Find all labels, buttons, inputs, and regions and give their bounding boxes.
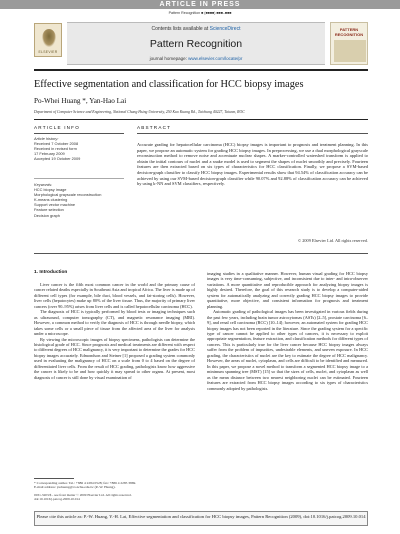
article-history	[34, 136, 124, 161]
journal-title: Pattern Recognition	[149, 38, 243, 50]
article-info-rule	[34, 133, 124, 134]
elsevier-tree-icon	[42, 29, 56, 47]
cover-title: PATTERN RECOGNITION	[334, 27, 364, 37]
corresponding-author-note: * Corresponding author. Tel.: +886 4 2284 0528; fax: +886 4 2285 3869.	[34, 481, 137, 485]
publisher-logo-text: ELSEVIER	[38, 50, 58, 54]
abstract-rule	[137, 133, 368, 134]
abstract-heading: ABSTRACT	[137, 125, 172, 130]
history-label: Article history:	[34, 136, 59, 141]
paragraph: By viewing the microscopic images of biopsy specimens, pathologists can determine the histological grade of HCC. Since prognosis and medical treatments are different with respect to different degrees of HCC malignancy, it is very important to determine the grades for HCC biopsy images accurately. Edmondson and Steiner [1] proposed a grading system commonly used in evaluating the malignancy of HCC on a scale from 0 to 4 based on the degree of differentiated liver cells. From the result of HCC grading, pathologists know how aggressive the cancer is likely to be and how quickly it may spread to other organs. At present, most diagnosis of cancer is still done by visual examination of	[34, 336, 195, 380]
keywords-label: Keywords:	[34, 182, 53, 187]
revised-label: Received in revised form	[34, 146, 77, 152]
body-column-right	[207, 271, 368, 391]
keyword-item: Decision graph	[34, 212, 60, 218]
footnote	[34, 481, 204, 490]
journal-masthead	[34, 22, 368, 65]
homepage-prefix: journal homepage:	[149, 56, 187, 61]
keyword-item: Support vector machine	[34, 202, 76, 208]
issn-line: 0031-3203/$ - see front matter © 2009 Elsevier Ltd. All rights reserved.	[34, 493, 132, 497]
keywords-rule	[34, 178, 124, 179]
article-authors: Po-Whei Huang *, Yan-Hao Lai	[34, 97, 127, 105]
author-email: E-mail address: pwhuang@cs.nchu.edu.tw (P.-W. Huang).	[34, 485, 116, 490]
paragraph: The diagnosis of HCC is typically performed by blood tests or imaging techniques such as ultrasound, computer tomography (CT), and magnetic resonance imaging (MRI). However, a common method to verify the diagnosis of HCC is through needle biopsy, which takes some cells or a small piece of tissue from the affected area of the liver for analysis under a microscope.	[34, 309, 195, 337]
abstract-copyright: © 2009 Elsevier Ltd. All rights reserved.	[297, 238, 368, 243]
keyword-item: Feature selection	[34, 207, 64, 213]
revised-date: 17 February 2009	[34, 151, 65, 157]
received-date: Received 7 October 2008	[34, 141, 79, 147]
article-info-heading: ARTICLE INFO	[34, 125, 80, 130]
elsevier-logo	[34, 23, 62, 57]
contents-line	[67, 26, 325, 32]
homepage-link[interactable]: www.elsevier.com/locate/pr	[188, 56, 243, 61]
contents-prefix: Contents lists available at	[151, 26, 209, 32]
homepage-line	[67, 56, 325, 61]
keyword-item: K-means clustering	[34, 197, 68, 203]
article-title: Effective segmentation and classification for HCC biopsy images	[34, 79, 304, 90]
journal-cover-thumbnail	[330, 22, 368, 65]
paragraph: Liver cancer is the fifth most common cancer in the world and the primary cause of cancer related deaths especially in Southeast Asia and tropical Africa. The liver is made up of different cell types (for example, bile duct, blood vessels, and fat-storing cells). However, liver cells (hepatocytes) make up 80% of the liver tissue. Thus, the majority of primary liver cancers (over 90–95%) arises from liver cells and is called hepatocellular carcinoma (HCC).	[34, 282, 195, 309]
paragraph: Automatic grading of pathological images has been investigated in various fields during the past few years, including brain tumor astrocytomas (ASTs) [2–5], prostate carcinoma [6–9], and renal cell carcinoma (RCC) [10–14]; however, an automated system for grading HCC biopsy images has not been reported in the literature. Since the grading system for a specific type of cancer cannot be applied to other types of cancers, it is necessary to exploit appropriate segmentation, feature extraction, and classification methods for different types of cancers. This is particularly true for the liver cancer because HCC biopsy images always suffer from the problem of impurities, undesirable elements, and uneven exposure. In HCC grading, the characteristics of nuclei are the key to estimate the degree of HCC malignancy. However, the areas of nuclei, cytoplasm, and cells are difficult to be identified and measured. In this paper, we propose a novel method to transform a segmented HCC biopsy image to a minimum spanning tree (MST) [15] so that the sizes of cells, nuclei, and cytoplasm as well as the mean distance between two nearest neighboring nuclei can be estimated. Fourteen features are extracted from HCC biopsy images according to six types of characteristics commonly adopted by pathologists.	[207, 309, 368, 391]
front-matter	[34, 493, 234, 502]
masthead-center	[67, 22, 325, 65]
abstract-text: Accurate grading for hepatocellular carcinoma (HCC) biopsy images is important to prognosis and treatment planning. In this paper, we propose an automatic system for grading HCC biopsy images. In preprocessing, we use a dual morphological grayscale reconstruction method to remove noise and accentuate nuclear shapes. A marker-controlled watershed transform is applied to obtain the initial contours of nuclei and a snake model is used to segment the shapes of nuclei smoothly and precisely. Fourteen features are then extracted based on six types of characteristics for HCC classification. Finally, we propose a SVM-based decision-graph classifier to classify HCC biopsy images. Experimental results show that 94.54% of classification accuracy can be achieved by using our SVM-based decision-graph classifier while 90.07% and 92.88% of classification accuracy can be achieved by using k-NN and SVM classifiers, respectively.	[137, 142, 368, 187]
header-rule	[34, 119, 368, 120]
keyword-item: HCC biopsy image	[34, 187, 67, 193]
keywords-block	[34, 182, 124, 218]
footnote-rule	[34, 478, 74, 479]
sciencedirect-link[interactable]: ScienceDirect	[209, 26, 241, 32]
accepted-date: Accepted 19 October 2009	[34, 156, 81, 162]
abstract-bottom-rule	[34, 253, 368, 254]
keyword-item: Morphological grayscale reconstruction	[34, 192, 102, 198]
doi-line: doi:10.1016/j.patcog.2009.10.014	[34, 497, 80, 502]
body-column-left	[34, 282, 195, 380]
author-affiliation: Department of Computer Science and Engineering, National Chung Hsing University, 250 Kuo Kuang Rd., Taichung 40227, Taiwan, ROC	[34, 110, 245, 114]
section-heading-introduction: 1. Introduction	[34, 270, 68, 275]
paragraph: imaging studies in a qualitative manner. However, human visual grading for HCC biopsy images is very time-consuming, subjective, and inconsistent due to inter- and intra-observer variations. A more quantitative and reproducible approach for analyzing biopsy images is highly desired. Therefore, the goal of this research study is to develop a computer-aided system for automatically analyzing and correctly grading HCC biopsy images to provide quantitative, more objective, and consistent information for prognosis and treatment planning.	[207, 271, 368, 309]
masthead-rule	[34, 69, 368, 71]
cover-image	[334, 40, 366, 62]
citation-box: Please cite this article as: P.-W. Huang, Y.-H. Lai, Effective segmentation and classification for HCC biopsy images, Pattern Recognition (2009), doi:10.1016/j.patcog.2009.10.014	[34, 511, 368, 526]
article-in-press-banner: ARTICLE IN PRESS	[0, 0, 400, 9]
journal-running-head: Pattern Recognition ■ (■■■■) ■■■–■■■	[168, 11, 232, 15]
